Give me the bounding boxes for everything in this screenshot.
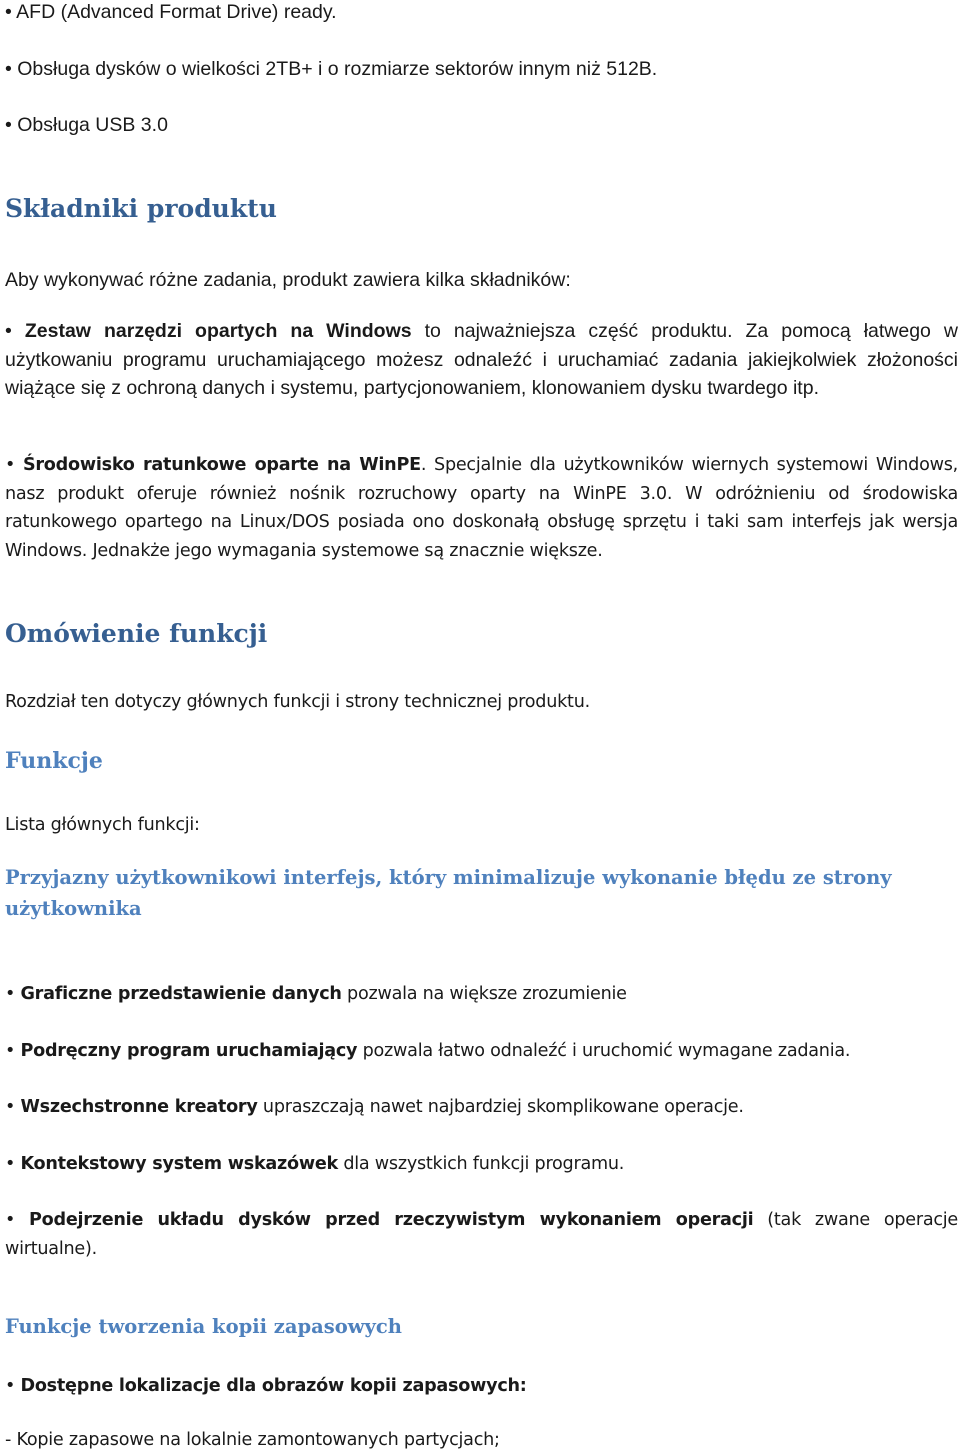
bullet: • xyxy=(5,984,16,1004)
feature-description: dla wszystkich funkcji programu. xyxy=(338,1154,625,1174)
component-title: Zestaw narzędzi opartych na Windows xyxy=(24,320,412,342)
feature-title: Graficzne przedstawienie danych xyxy=(20,984,342,1004)
component-description: . Specjalnie dla użytkowników wiernych systemowi Windows, nasz produkt oferuje również nośnik rozruchowy oparty na WinPE 3.0. W odróżnieniu od środowiska ratunkowego opartego na Linux/DOS posiada ono doskonałą obsługę sprzętu i taki sam interfejs jak wersja Windows. Jednakże jego wymagania systemowe są znacznie większe. xyxy=(5,455,959,561)
section-heading-features: Funkcje xyxy=(5,748,103,774)
backup-item-title: Dostępne lokalizacje dla obrazów kopii zapasowych: xyxy=(20,1376,527,1396)
components-intro: Aby wykonywać różne zadania, produkt zawiera kilka składników: xyxy=(5,269,571,291)
bullet: • xyxy=(5,455,16,475)
overview-text: Rozdział ten dotyczy głównych funkcji i strony technicznej produktu. xyxy=(5,692,590,712)
feature-description: pozwala na większe zrozumienie xyxy=(341,984,627,1004)
bullet: • xyxy=(5,1097,16,1117)
feature-title: Podejrzenie układu dysków przed rzeczywistym wykonaniem operacji xyxy=(29,1210,754,1230)
component-winpe xyxy=(5,451,958,565)
feature-title: Wszechstronne kreatory xyxy=(20,1097,258,1117)
component-title: Środowisko ratunkowe oparte na WinPE xyxy=(22,455,421,475)
bullet: • xyxy=(5,58,12,80)
feature-item xyxy=(5,1039,958,1063)
backup-dash-item: - Kopie zapasowe na lokalnie zamontowanych partycjach; xyxy=(5,1430,500,1450)
feature-item xyxy=(5,1206,958,1263)
feature-title: Podręczny program uruchamiający xyxy=(20,1041,358,1061)
feature-description: (tak zwane operacje wirtualne). xyxy=(5,1210,958,1259)
list-item-text: Obsługa USB 3.0 xyxy=(17,114,168,136)
feature-item xyxy=(5,982,958,1006)
list-item xyxy=(5,0,958,24)
bullet: • xyxy=(5,1210,16,1230)
bullet: • xyxy=(5,320,12,342)
feature-item xyxy=(5,1152,958,1176)
component-windows-tools xyxy=(5,317,958,403)
component-description: to najważniejsza część produktu. Za pomocą łatwego w użytkowaniu programu uruchamiającego możesz odnaleźć i uruchamiać zadania jakiejkolwiek złożoności wiążące się z ochroną danych i systemu, partycjonowaniem, klonowaniem dysku twardego itp. xyxy=(5,320,959,399)
bullet: • xyxy=(5,1376,16,1396)
feature-description: pozwala łatwo odnaleźć i uruchomić wymagane zadania. xyxy=(357,1041,851,1061)
section-heading-overview: Omówienie funkcji xyxy=(5,619,268,648)
feature-description: upraszczają nawet najbardziej skomplikowane operacje. xyxy=(257,1097,744,1117)
features-intro: Lista głównych funkcji: xyxy=(5,815,200,835)
bullet: • xyxy=(5,1154,16,1174)
bullet: • xyxy=(5,114,12,136)
section-heading-components: Składniki produktu xyxy=(5,194,277,223)
list-item xyxy=(5,57,958,81)
list-item-text: AFD (Advanced Format Drive) ready. xyxy=(16,1,337,23)
section-heading-backup: Funkcje tworzenia kopii zapasowych xyxy=(5,1315,402,1338)
feature-item xyxy=(5,1095,958,1119)
features-subheading: Przyjazny użytkownikowi interfejs, który minimalizuje wykonanie błędu ze strony użytkownika xyxy=(5,866,892,920)
backup-item xyxy=(5,1374,958,1398)
list-item xyxy=(5,113,958,137)
feature-title: Kontekstowy system wskazówek xyxy=(20,1154,339,1174)
bullet: • xyxy=(5,1041,16,1061)
bullet: • xyxy=(5,1,12,23)
list-item-text: Obsługa dysków o wielkości 2TB+ i o rozmiarze sektorów innym niż 512B. xyxy=(17,58,658,80)
